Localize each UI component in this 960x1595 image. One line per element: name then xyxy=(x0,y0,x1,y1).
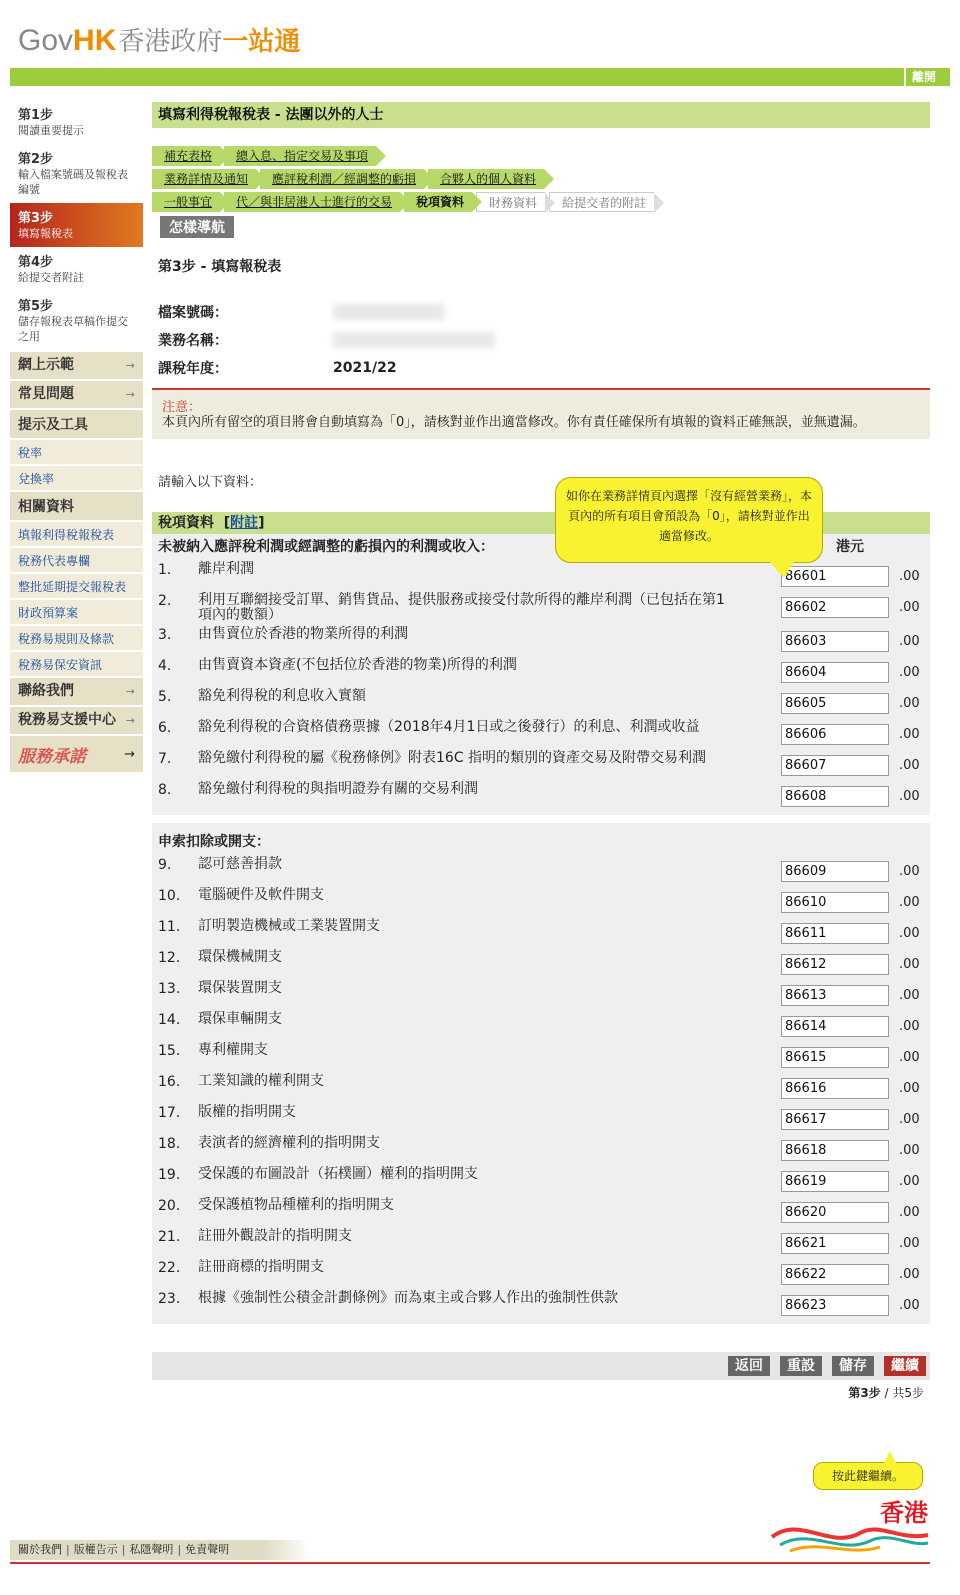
notice-box xyxy=(152,388,930,439)
item-number: 19. xyxy=(158,1167,181,1183)
brand-hong-kong-logo xyxy=(770,1495,930,1555)
continue-hint-callout xyxy=(813,1462,923,1490)
item-description: 豁免利得稅的利息收入實額 xyxy=(198,688,366,704)
step-num: 第2步 xyxy=(18,152,54,167)
file-no-label: 檔案號碼： xyxy=(158,305,228,321)
file-no-row xyxy=(152,298,930,326)
nav-link-tax-rates[interactable]: 稅率 xyxy=(10,438,143,464)
cents-label: .00 xyxy=(899,1298,920,1313)
pager-step: 第3步 xyxy=(848,1386,881,1400)
tab-non-resident[interactable]: 代／與非居港人士進行的交易 xyxy=(224,192,400,212)
footer-about[interactable]: 關於我們 xyxy=(18,1543,62,1556)
amount-input[interactable] xyxy=(781,1140,889,1161)
cents-label: .00 xyxy=(899,988,920,1003)
form-row xyxy=(158,1070,924,1101)
top-bar xyxy=(10,68,950,86)
crumb-row xyxy=(152,146,930,166)
item-number: 12. xyxy=(158,950,181,966)
item-number: 9. xyxy=(158,857,172,873)
callout-tail xyxy=(770,562,794,578)
amount-input[interactable] xyxy=(781,566,889,587)
brand-text: 香港 xyxy=(880,1499,928,1527)
item-description: 利用互聯網接受訂單、銷售貨品、提供服務或接受付款所得的離岸利潤（已包括在第1項內的數額） xyxy=(198,592,725,623)
step-1 xyxy=(10,100,143,144)
item-number: 20. xyxy=(158,1198,181,1214)
form-row xyxy=(158,716,924,747)
form-row xyxy=(158,946,924,977)
subheading-text: 未被納入應評稅利潤或經調整的虧損內的利潤或收入： xyxy=(158,539,494,555)
cents-label: .00 xyxy=(899,1174,920,1189)
cents-label: .00 xyxy=(899,926,920,941)
item-number: 3. xyxy=(158,627,172,643)
item-description: 版權的指明開支 xyxy=(198,1104,296,1120)
item-description: 環保裝置開支 xyxy=(198,980,282,996)
item-description: 環保車輛開支 xyxy=(198,1011,282,1027)
nav-link-related[interactable]: 整批延期提交報稅表 xyxy=(10,572,143,598)
amount-input[interactable] xyxy=(781,1047,889,1068)
save-button[interactable]: 儲存 xyxy=(832,1356,874,1376)
cents-label: .00 xyxy=(899,1267,920,1282)
govhk-logo[interactable] xyxy=(18,22,300,58)
tab-total-income[interactable]: 總入息、指定交易及事項 xyxy=(224,146,376,166)
form-row xyxy=(158,853,924,884)
nav-link-related[interactable]: 稅務代表專欄 xyxy=(10,546,143,572)
logo-zh2: 一站通 xyxy=(222,27,301,57)
subheading-text: 申索扣除或開支： xyxy=(158,834,270,850)
item-number: 18. xyxy=(158,1136,181,1152)
form-row xyxy=(158,884,924,915)
nav-label: 網上示範 xyxy=(18,357,74,373)
form-row xyxy=(158,1101,924,1132)
nav-service-pledge[interactable] xyxy=(10,734,143,772)
cents-label: .00 xyxy=(899,1143,920,1158)
cents-label: .00 xyxy=(899,727,920,742)
nav-related-heading: 相關資料 xyxy=(10,490,143,520)
item-description: 註冊外觀設計的指明開支 xyxy=(198,1228,352,1244)
amount-input[interactable] xyxy=(781,1233,889,1254)
step-5 xyxy=(10,291,143,350)
amount-input[interactable] xyxy=(781,693,889,714)
step-text: 輸入檔案號碼及報稅表編號 xyxy=(18,168,128,196)
item-description: 根據《強制性公積金計劃條例》而為東主或合夥人作出的強制性供款 xyxy=(198,1290,618,1306)
form-row xyxy=(158,654,924,685)
nav-label: 聯絡我們 xyxy=(18,683,74,699)
footer-sep: | xyxy=(177,1543,182,1556)
continue-button[interactable]: 繼續 xyxy=(884,1356,926,1376)
form-row xyxy=(158,1008,924,1039)
nav-support[interactable] xyxy=(10,705,143,734)
item-description: 豁免繳付利得稅的屬《稅務條例》附表16C 指明的類別的資產交易及附帶交易利潤 xyxy=(198,750,707,766)
cents-label: .00 xyxy=(899,1019,920,1034)
amount-input[interactable] xyxy=(781,861,889,882)
amount-input[interactable] xyxy=(781,1295,889,1316)
form-row xyxy=(158,1287,924,1318)
notice-title: 注意： xyxy=(162,400,202,415)
item-number: 5. xyxy=(158,689,172,705)
amount-input[interactable] xyxy=(781,631,889,652)
back-button[interactable]: 返回 xyxy=(728,1356,770,1376)
bottom-rule xyxy=(10,1562,930,1564)
year-label: 課稅年度： xyxy=(158,361,228,377)
year-value: 2021/22 xyxy=(333,360,397,376)
cents-label: .00 xyxy=(899,957,920,972)
form-row xyxy=(158,1194,924,1225)
step-num: 第4步 xyxy=(18,255,54,270)
step-2 xyxy=(10,144,143,203)
nav-contact[interactable] xyxy=(10,676,143,705)
nav-link-related[interactable]: 財政預算案 xyxy=(10,598,143,624)
service-pledge-logo: 服務承諾 xyxy=(18,746,86,767)
item-number: 10. xyxy=(158,888,181,904)
amount-input[interactable] xyxy=(781,1171,889,1192)
cents-label: .00 xyxy=(899,600,920,615)
step-num: 第5步 xyxy=(18,299,54,314)
tab-supplementary[interactable]: 補充表格 xyxy=(152,146,220,166)
cents-label: .00 xyxy=(899,1236,920,1251)
section-header: 稅項資料 [附註] xyxy=(152,512,930,534)
button-bar xyxy=(152,1352,930,1380)
amount-input[interactable] xyxy=(781,1078,889,1099)
subheading-deductions xyxy=(158,823,924,853)
reset-button[interactable]: 重設 xyxy=(780,1356,822,1376)
callout-tail xyxy=(884,1451,896,1463)
item-number: 17. xyxy=(158,1105,181,1121)
amount-input[interactable] xyxy=(781,892,889,913)
amount-input[interactable] xyxy=(781,954,889,975)
amount-input[interactable] xyxy=(781,1264,889,1285)
callout-text: 如你在業務詳情頁內選擇「沒有經營業務」，本頁內的所有項目會預設為「0」，請核對並作出適當修改。 xyxy=(566,489,813,543)
page-title: 填寫利得稅報稅表 - 法團以外的人士 xyxy=(152,102,930,128)
tab-notes[interactable]: 給提交者的附註 xyxy=(549,192,654,212)
arrow-right-icon: → xyxy=(125,714,135,727)
main-content xyxy=(152,102,930,1401)
logo-gov: Gov xyxy=(18,24,74,57)
cents-label: .00 xyxy=(899,665,920,680)
step-text: 給提交者附註 xyxy=(18,271,84,284)
logo-zh: 香港政府 xyxy=(118,27,223,57)
item-description: 認可慈善捐款 xyxy=(198,856,282,872)
nav-link-related[interactable]: 稅務易規則及條款 xyxy=(10,624,143,650)
form-row xyxy=(158,778,924,809)
step-num: 第1步 xyxy=(18,108,54,123)
form-row xyxy=(158,1256,924,1287)
item-number: 2. xyxy=(158,593,172,609)
step-4 xyxy=(10,247,143,291)
item-number: 4. xyxy=(158,658,172,674)
form-row xyxy=(158,1132,924,1163)
cents-label: .00 xyxy=(899,1205,920,1220)
notice-body: 本頁內所有留空的項目將會自動填寫為「0」，請核對並作出適當修改。你有責任確保所有填報的資料正確無誤，並無遺漏。 xyxy=(162,415,866,430)
footer xyxy=(10,1540,310,1560)
cents-label: .00 xyxy=(899,696,920,711)
nav-label: 常見問題 xyxy=(18,386,74,402)
form-row xyxy=(158,685,924,716)
cents-label: .00 xyxy=(899,789,920,804)
amount-input[interactable] xyxy=(781,755,889,776)
tab-financial[interactable]: 財務資料 xyxy=(476,192,545,212)
item-description: 豁免繳付利得稅的與指明證券有關的交易利潤 xyxy=(198,781,478,797)
item-number: 6. xyxy=(158,720,172,736)
amount-input[interactable] xyxy=(781,724,889,745)
logout-button[interactable]: 離開 xyxy=(904,68,942,86)
biz-name-label: 業務名稱： xyxy=(158,333,228,349)
cents-label: .00 xyxy=(899,1081,920,1096)
item-description: 由售賣位於香港的物業所得的利潤 xyxy=(198,626,408,642)
step-3-active xyxy=(10,203,143,247)
crumb-row xyxy=(152,169,930,189)
currency-label: 港元 xyxy=(836,539,864,555)
form-row xyxy=(158,747,924,778)
form-row xyxy=(158,915,924,946)
nav-link-related[interactable]: 填報利得稅報稅表 xyxy=(10,520,143,546)
footer-sep: | xyxy=(66,1543,70,1556)
cents-label: .00 xyxy=(899,1050,920,1065)
nav-demo[interactable] xyxy=(10,350,143,379)
logo-hk: HK xyxy=(73,24,117,57)
item-number: 13. xyxy=(158,981,181,997)
item-number: 15. xyxy=(158,1043,181,1059)
notes-link[interactable]: 附註 xyxy=(230,515,259,531)
item-number: 22. xyxy=(158,1260,181,1276)
form-row xyxy=(158,1039,924,1070)
item-number: 7. xyxy=(158,751,172,767)
item-number: 11. xyxy=(158,919,181,935)
left-nav xyxy=(10,100,143,772)
year-row xyxy=(152,354,930,382)
arrow-right-icon: → xyxy=(125,685,135,698)
amount-input[interactable] xyxy=(781,662,889,683)
arrow-right-icon: → xyxy=(124,746,135,762)
section-title: 稅項資料 xyxy=(158,515,214,531)
amount-input[interactable] xyxy=(781,1202,889,1223)
item-description: 專利權開支 xyxy=(198,1042,268,1058)
cents-label: .00 xyxy=(899,758,920,773)
arrow-right-icon: → xyxy=(125,359,135,372)
step-num: 第3步 xyxy=(18,211,54,226)
how-to-navigate-button[interactable]: 怎樣導航 xyxy=(160,216,234,238)
footer-copyright[interactable]: 版權告示 xyxy=(73,1543,118,1556)
biz-name-value-redacted xyxy=(333,332,495,348)
form-row xyxy=(158,623,924,654)
tab-general[interactable]: 一般事宜 xyxy=(152,192,220,212)
tab-tax-info[interactable]: 稅項資料 xyxy=(404,192,472,212)
tab-assessable-profits[interactable]: 應評稅利潤／經調整的虧損 xyxy=(260,169,424,189)
step-pager xyxy=(146,1384,924,1401)
pager-total: / 共5步 xyxy=(884,1386,924,1400)
section-income xyxy=(152,534,930,815)
form-row xyxy=(158,1225,924,1256)
amount-input[interactable] xyxy=(781,1016,889,1037)
callout-text: 按此鍵繼續。 xyxy=(831,1469,904,1483)
tab-business-details[interactable]: 業務詳情及通知 xyxy=(152,169,256,189)
item-description: 註冊商標的指明開支 xyxy=(198,1259,324,1275)
footer-privacy[interactable]: 私隱聲明 xyxy=(129,1543,174,1556)
amount-input[interactable] xyxy=(781,597,889,618)
nav-tips-heading: 提示及工具 xyxy=(10,408,143,438)
amount-input[interactable] xyxy=(781,786,889,807)
item-description: 受保護的布圖設計（拓樸圖）權利的指明開支 xyxy=(198,1166,478,1182)
cents-label: .00 xyxy=(899,895,920,910)
tab-partners[interactable]: 合夥人的個人資料 xyxy=(428,169,544,189)
form-row xyxy=(158,589,924,623)
amount-input[interactable] xyxy=(781,1109,889,1130)
arrow-right-icon: → xyxy=(125,388,135,401)
form-row xyxy=(158,1163,924,1194)
input-prompt: 請輸入以下資料： xyxy=(158,475,263,490)
nav-link-related[interactable]: 稅務易保安資訊 xyxy=(10,650,143,676)
item-description: 環保機械開支 xyxy=(198,949,282,965)
item-description: 表演者的經濟權利的指明開支 xyxy=(198,1135,380,1151)
amount-input[interactable] xyxy=(781,985,889,1006)
step-text: 閱讀重要提示 xyxy=(18,124,84,137)
item-number: 23. xyxy=(158,1291,181,1307)
item-number: 1. xyxy=(158,562,172,578)
step-text: 填寫報稅表 xyxy=(18,227,73,240)
item-description: 豁免利得稅的合資格債務票據（2018年4月1日或之後發行）的利息、利潤或收益 xyxy=(198,719,700,735)
nav-label: 稅務易支援中心 xyxy=(18,712,116,728)
crumb-row xyxy=(152,192,930,212)
cents-label: .00 xyxy=(899,1112,920,1127)
nav-link-exchange-rates[interactable]: 兌換率 xyxy=(10,464,143,490)
item-number: 16. xyxy=(158,1074,181,1090)
cents-label: .00 xyxy=(899,864,920,879)
footer-sep: | xyxy=(121,1543,126,1556)
item-description: 工業知識的權利開支 xyxy=(198,1073,324,1089)
item-description: 由售賣資本資產(不包括位於香港的物業)所得的利潤 xyxy=(198,657,517,673)
biz-name-row xyxy=(152,326,930,354)
info-callout xyxy=(555,477,823,563)
item-description: 電腦硬件及軟件開支 xyxy=(198,887,324,903)
section-deductions xyxy=(152,823,930,1324)
form-row xyxy=(158,977,924,1008)
item-number: 21. xyxy=(158,1229,181,1245)
nav-faq[interactable] xyxy=(10,379,143,408)
file-no-value-redacted xyxy=(333,304,445,320)
cents-label: .00 xyxy=(899,569,920,584)
amount-input[interactable] xyxy=(781,923,889,944)
item-number: 8. xyxy=(158,782,172,798)
item-description: 受保護植物品種權利的指明開支 xyxy=(198,1197,394,1213)
item-number: 14. xyxy=(158,1012,181,1028)
step-text: 儲存報稅表草稿作提交之用 xyxy=(18,315,128,343)
footer-disclaimer[interactable]: 免責聲明 xyxy=(185,1543,230,1556)
item-description: 訂明製造機械或工業裝置開支 xyxy=(198,918,380,934)
cents-label: .00 xyxy=(899,634,920,649)
step-heading: 第3步 - 填寫報稅表 xyxy=(158,259,282,275)
item-description: 離岸利潤 xyxy=(198,561,254,577)
